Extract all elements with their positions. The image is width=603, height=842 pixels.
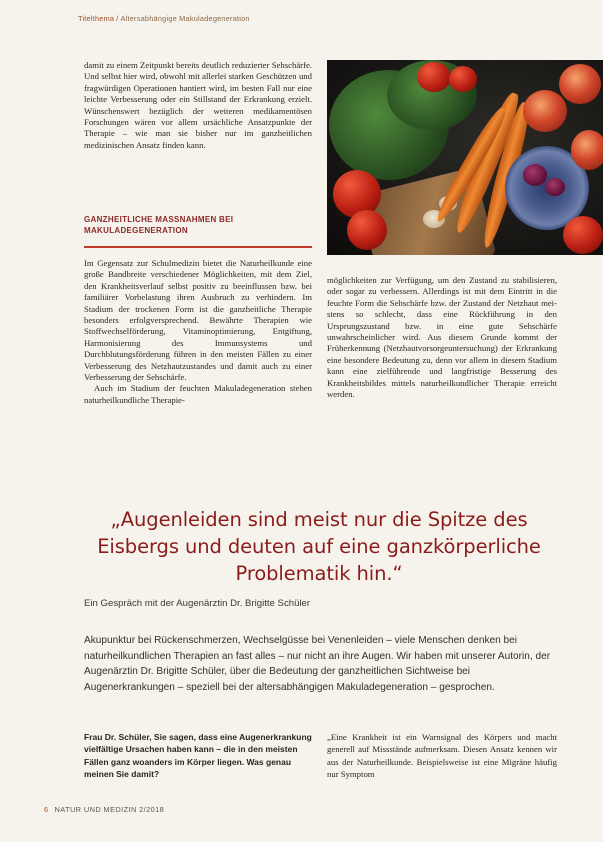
pull-quote: „Augenleiden sind meist nur die Spitze des Eisbergs und deuten auf eine ganzkörperliche Problematik hin.“ [97,508,541,585]
page-footer [44,805,164,814]
tomato [347,210,387,250]
apple [571,130,603,170]
body-paragraph: Im Gegensatz zur Schulmedizin bietet die Naturheilkunde eine große Bandbreite verschiedener Möglichkeiten, mit dem Ziel, den Krankheitsverlauf selbst positiv zu beeinflussen bzw. bei familiärer Vorbelastung ihren Ausbruch zu verhindern. Im Stadium der trockenen Form ist die ganzheitliche Therapie besonders erfolgversprechend. Bewährte Therapien wie Stoffwechselförderung, Vitaminoptimierung, Entgiftung, Harmonisierung des Immunsystems und Durchblutungsförderung führen in den meisten Fällen zu einer Verbesserung des Netzhautzustandes und damit auch zu einer Verbesserung der Sehschärfe. [84,258,312,383]
kicker-topic: Titelthema [78,14,115,23]
tomato [563,216,603,254]
page-number: 6 [44,805,49,814]
article-column-left-bottom [84,258,312,406]
section-subheading: GANZHEITLICHE MASSNAHMEN BEI MAKULADEGENERATION [84,215,234,235]
lead-paragraph: Akupunktur bei Rückenschmerzen, Wechselgüsse bei Venenleiden – viele Menschen denken bei naturheilkundlichen Therapien an fast alles – nur nicht an ihre Augen. Wir haben mit unserer Autorin, der Augenärztin Dr. Brigitte Schüler, über die Bedeutung der ganzheitlichen Sichtweise bei Augenerkrankungen – speziell bei der altersabhängigen Makuladegeneration – gesprochen. [84,635,551,693]
kicker-subject: Altersabhängige Makuladegeneration [120,14,250,23]
body-paragraph: damit zu einem Zeitpunkt bereits deutlich reduzierter Sehschärfe. Und selbst hier wird, obwohl mit allerlei starken Geschützen und fragwürdigen Operationen hantiert wird, im besten Fall nur eine leichte Verbesserung oder ein Stillstand der Erkrankung erzielt. Wünschenswert bezüglich der weiteren medikamentösen Forschungen wären vor allem ursächliche Ansatzpunkte der Therapie – wie man sie bisher nur im ganzheitlichen medizinischen Ansatz finden kann. [84,60,312,150]
article-column-left-top [84,60,312,151]
kicker-separator: / [116,14,119,23]
interview-question: Frau Dr. Schüler, Sie sagen, dass eine Augenerkrankung vielfältige Ursachen haben kann – die in den meisten Fällen ganz woanders im Körper liegen. Was genau meinen Sie damit? [84,732,312,779]
beetroot [523,164,547,186]
beetroot [545,178,565,196]
subheading-rule [84,246,312,248]
tomato [417,62,451,92]
tomato [449,66,477,92]
vegetables-photo [327,60,603,255]
apple [523,90,567,132]
section-kicker [78,14,250,23]
interview-answer: „Eine Krankheit ist ein Warnsignal des Körpers und macht generell auf Missstände aufmerksam. Diesen Ansatz kennen wir aus der Naturheilkunde. Beispielsweise ist eine Migräne häufig nur Symptom [327,732,557,779]
magazine-issue: NATUR UND MEDIZIN 2/2018 [54,805,165,814]
body-paragraph: Auch im Stadium der feuchten Makuladegeneration stehen naturheilkundliche Therapie- [84,383,312,405]
article-column-right [327,275,557,400]
body-paragraph: möglichkeiten zur Verfügung, um den Zustand zu stabilisieren, oder sogar zu verbessern. Allerdings ist mit dem Eintritt in die feuchte Form die Sehschärfe bzw. der Zustand der Netzhaut meistens so schlecht, dass eine Rückführung in den Ursprungszustand bzw. in eine gute Sehschärfe unwahrscheinlicher wird. Aus diesem Grunde kommt der Früherkennung (Netzhautvorsorgeuntersuchung) der Erkrankung eine besondere Bedeutung zu, denn vor allem in diesem Stadium kann eine zielführende und langfristige Besserung des Krankheitsbildes mittels naturheilkundlicher Therapie erreicht werden. [327,275,557,400]
interview-intro: Ein Gespräch mit der Augenärztin Dr. Brigitte Schüler [84,598,311,609]
apple [559,64,601,104]
